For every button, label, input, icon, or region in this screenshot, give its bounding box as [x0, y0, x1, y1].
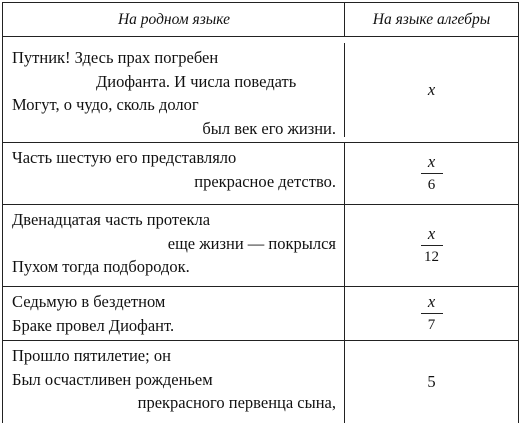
table-row: [3, 287, 518, 341]
header-algebra-language: На языке алгебры: [372, 10, 491, 28]
algebra-cell: [345, 287, 518, 340]
algebra-expression: 5: [427, 372, 436, 391]
fraction-numerator: x: [427, 224, 436, 244]
algebra-cell: [345, 205, 518, 286]
algebra-cell: [345, 43, 518, 137]
poem-line: Седьмую в бездетном: [12, 292, 166, 311]
poem-line: Часть шестую его представляло: [12, 148, 237, 167]
poem-text-cell: [3, 43, 345, 137]
poem-line: Был осчастливен рожденьем: [12, 369, 213, 389]
poem-line: еще жизни — покрылся: [167, 233, 336, 253]
algebra-fraction: [421, 226, 443, 265]
poem-line: прекрасного первенца сына,: [137, 393, 336, 412]
poem-line: Могут, о чудо, сколь долог: [12, 95, 199, 114]
poem-line: Браке провел Диофант.: [12, 315, 175, 335]
fraction-denominator: 12: [424, 248, 439, 265]
fraction-denominator: 7: [427, 316, 436, 333]
poem-text-cell: [3, 287, 345, 340]
poem-line: Диофанта. И числа поведать: [96, 71, 297, 91]
fraction-numerator: x: [427, 292, 436, 312]
table-row: [3, 143, 518, 205]
poem-algebra-table: [2, 2, 519, 423]
table-row: [3, 341, 518, 423]
algebra-cell: [345, 143, 518, 204]
algebra-fraction: [421, 294, 443, 333]
algebra-expression: x: [427, 80, 436, 99]
header-native-language: На родном языке: [3, 3, 345, 36]
algebra-cell: [345, 341, 518, 423]
table-row: [3, 37, 518, 143]
poem-text-cell: [3, 143, 345, 204]
fraction-denominator: 6: [427, 176, 436, 193]
poem-text-cell: [3, 341, 345, 423]
poem-line: Двенадцатая часть протекла: [12, 210, 211, 229]
fraction-numerator: x: [427, 152, 436, 172]
poem-line: прекрасное детство.: [194, 171, 336, 191]
table-header-row: [3, 3, 518, 37]
algebra-fraction: [421, 154, 443, 193]
poem-line: Путник! Здесь прах погребен: [12, 48, 219, 67]
table-row: [3, 205, 518, 287]
poem-text-cell: [3, 205, 345, 286]
poem-line: был век его жизни.: [202, 118, 336, 138]
poem-line: Пухом тогда подбородок.: [12, 257, 190, 276]
poem-line: Прошло пятилетие; он: [12, 346, 171, 365]
